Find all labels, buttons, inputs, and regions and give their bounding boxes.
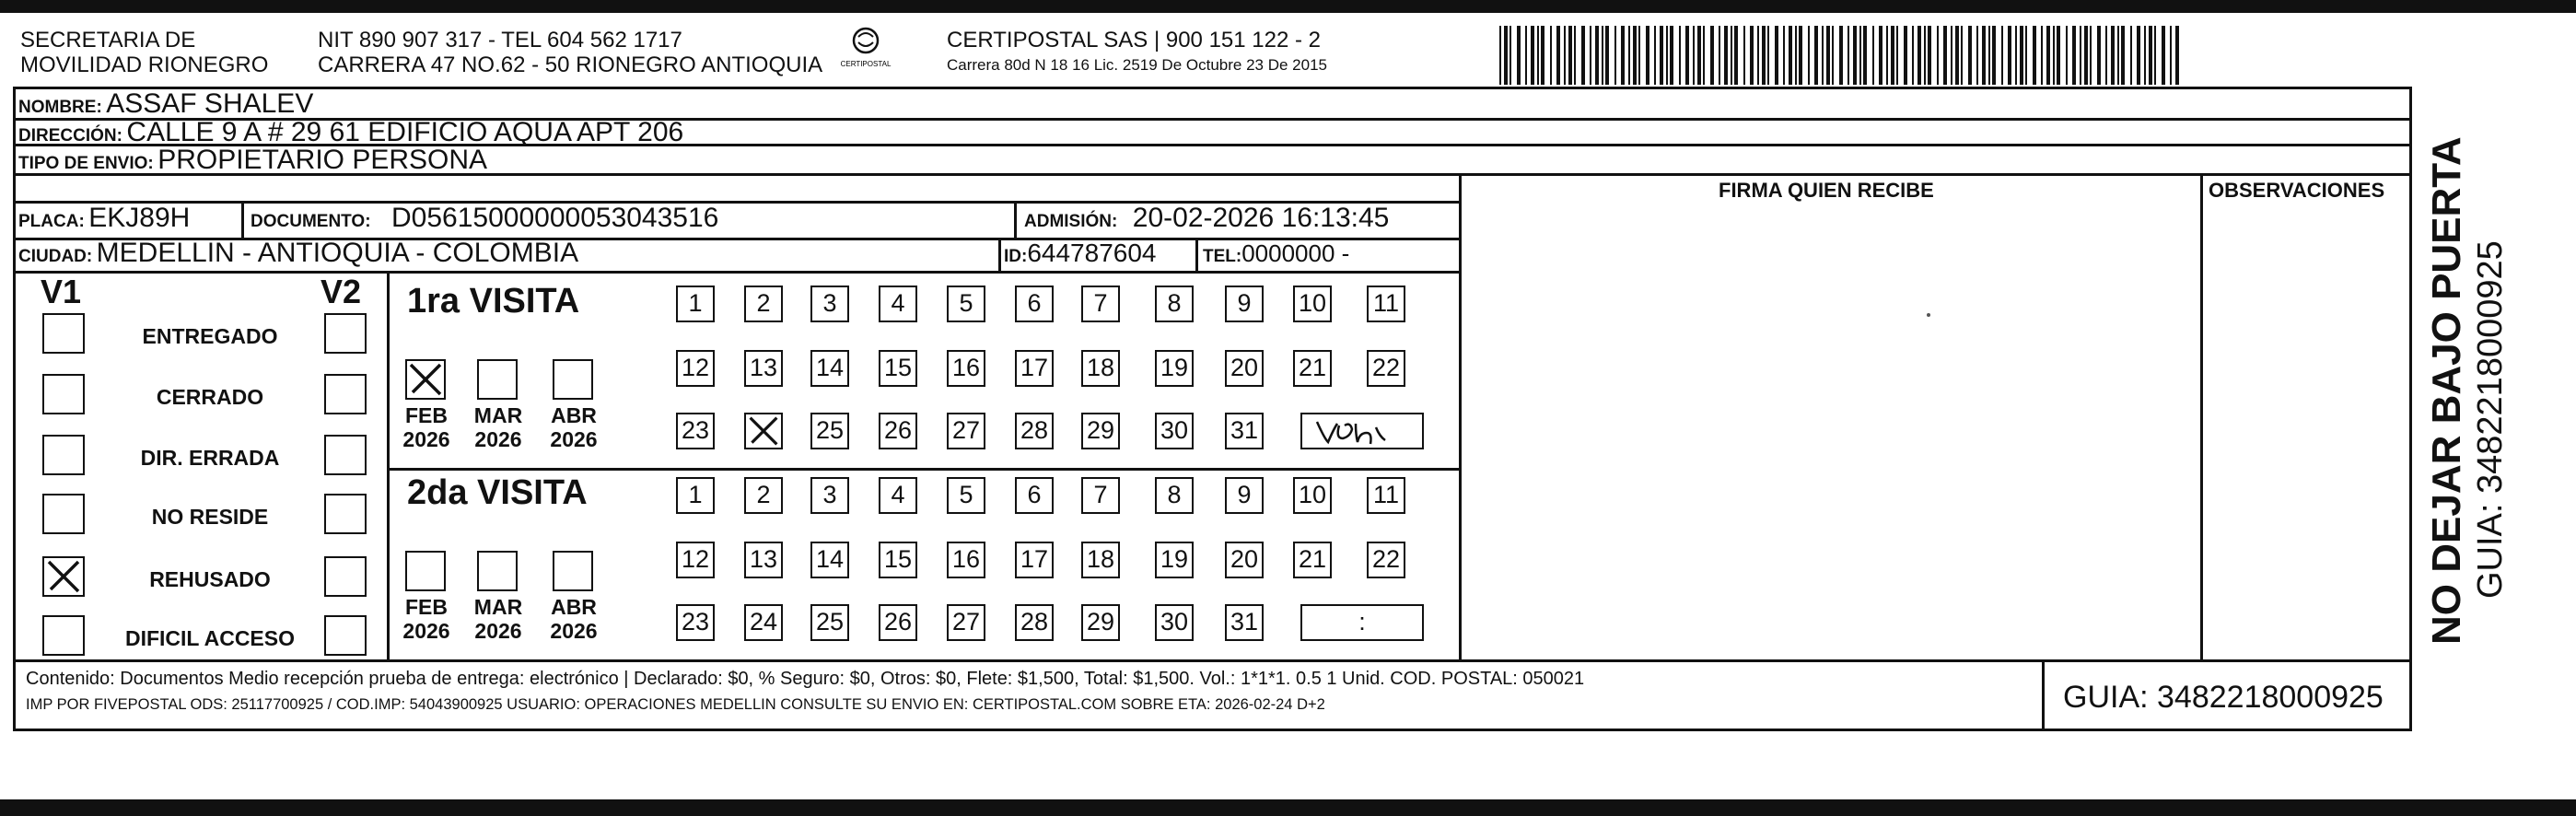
- second-visit-day-30[interactable]: 30: [1155, 604, 1194, 641]
- bottom-scan-border: [0, 799, 2576, 816]
- placa-row: PLACA: EKJ89H: [18, 203, 191, 233]
- first-visit-month-checkbox[interactable]: [553, 359, 593, 400]
- barcode-bar: [2170, 26, 2172, 85]
- second-visit-day-8[interactable]: 8: [1155, 477, 1194, 514]
- barcode-bar: [1826, 26, 1830, 85]
- barcode-bar: [1679, 26, 1681, 85]
- barcode-bar: [1504, 26, 1508, 85]
- barcode-bar: [2130, 26, 2132, 85]
- second-visit-day-19[interactable]: 19: [1155, 542, 1194, 578]
- first-visit-day-25[interactable]: 25: [810, 413, 849, 449]
- tipo-row: TIPO DE ENVIO: PROPIETARIO PERSONA: [18, 145, 488, 175]
- second-visit-day-17[interactable]: 17: [1015, 542, 1054, 578]
- barcode-bar: [2154, 26, 2156, 85]
- first-visit-day-27[interactable]: 27: [947, 413, 985, 449]
- status-label: ENTREGADO: [142, 324, 278, 348]
- v2-checkbox[interactable]: [324, 313, 367, 354]
- second-visit-day-18[interactable]: 18: [1081, 542, 1120, 578]
- barcode-bar: [1638, 26, 1640, 85]
- v1-checkbox[interactable]: [42, 556, 85, 597]
- firma-header: FIRMA QUIEN RECIBE: [1719, 179, 1934, 202]
- footer-content-line: Contenido: Documentos Medio recepción prueba de entrega: electrónico | Declarado: $0, % Seguro: $0, Otros: $0, Flete: $1,500, Total: $1,500. Vol.: 1*1*1. 0.5 1 Unid. COD. POSTAL: 050021: [26, 669, 1585, 689]
- barcode-bar: [1590, 26, 1591, 85]
- second-visit-month-label: ABR 2026: [550, 595, 598, 643]
- first-visit-day-29[interactable]: 29: [1081, 413, 1120, 449]
- first-visit-day-5[interactable]: 5: [947, 286, 985, 322]
- barcode-bar: [1731, 26, 1732, 85]
- barcode-bar: [1537, 26, 1539, 85]
- placa-value: EKJ89H: [88, 203, 191, 233]
- v1-checkbox[interactable]: [42, 435, 85, 475]
- second-visit-day-29[interactable]: 29: [1081, 604, 1120, 641]
- barcode-bar: [1666, 26, 1668, 85]
- barcode-bar: [1799, 26, 1802, 85]
- first-visit-day-9[interactable]: 9: [1225, 286, 1264, 322]
- first-visit-day-30[interactable]: 30: [1155, 413, 1194, 449]
- barcode-bar: [1628, 26, 1630, 85]
- v1-checkbox[interactable]: [42, 313, 85, 354]
- first-visit-day-10[interactable]: 10: [1293, 286, 1332, 322]
- side-guia-number: GUIA: 3482218000925: [2471, 240, 2510, 599]
- second-visit-day-31[interactable]: 31: [1225, 604, 1264, 641]
- id-value: 644787604: [1027, 239, 1157, 267]
- status-label: NO RESIDE: [151, 505, 269, 529]
- first-visit-day-6[interactable]: 6: [1015, 286, 1054, 322]
- first-visit-day-1[interactable]: 1: [676, 286, 715, 322]
- first-visit-month-label: FEB 2026: [402, 403, 450, 451]
- barcode-bar: [1775, 26, 1778, 85]
- nombre-row: NOMBRE: ASSAF SHALEV: [18, 88, 314, 119]
- barcode-bar: [1614, 26, 1616, 85]
- first-visit-day-28[interactable]: 28: [1015, 413, 1054, 449]
- barcode-bar: [1795, 26, 1797, 85]
- first-visit-month-label: ABR 2026: [550, 403, 598, 451]
- barcode-bar: [1525, 26, 1527, 85]
- second-visit-month-checkbox[interactable]: [553, 551, 593, 591]
- tel-value: 0000000 -: [1241, 239, 1350, 267]
- barcode-bar: [1602, 26, 1603, 85]
- second-visit-day-11[interactable]: 11: [1367, 477, 1405, 514]
- barcode-bar: [2001, 26, 2003, 85]
- barcode-bar: [1581, 26, 1585, 85]
- first-visit-day-31[interactable]: 31: [1225, 413, 1264, 449]
- first-visit-day-26[interactable]: 26: [879, 413, 917, 449]
- no-dejar-bajo-puerta: NO DEJAR BAJO PUERTA: [2424, 136, 2469, 645]
- second-visit-month-label: FEB 2026: [402, 595, 450, 643]
- admision-value: 20-02-2026 16:13:45: [1132, 203, 1390, 233]
- second-visit-day-28[interactable]: 28: [1015, 604, 1054, 641]
- v1-header: V1: [41, 273, 82, 310]
- barcode-bar: [1904, 26, 1907, 85]
- first-visit-day-3[interactable]: 3: [810, 286, 849, 322]
- barcode-bar: [1814, 26, 1818, 85]
- barcode-bar: [1937, 26, 1939, 85]
- barcode-bar: [2090, 26, 2092, 85]
- barcode-bar: [1568, 26, 1572, 85]
- id-row: ID:644787604: [1004, 239, 1157, 267]
- first-visit-day-13[interactable]: 13: [744, 350, 783, 387]
- first-visit-month-checkbox[interactable]: [477, 359, 518, 400]
- second-visit-day-25[interactable]: 25: [810, 604, 849, 641]
- documento-value: D05615000000053043516: [391, 203, 719, 233]
- second-visit-day-7[interactable]: 7: [1081, 477, 1120, 514]
- side-notice: [2424, 120, 2525, 645]
- barcode-bar: [1886, 26, 1888, 85]
- barcode-bar: [1859, 26, 1861, 85]
- barcode-bar: [2080, 26, 2081, 85]
- tel-row: TEL:0000000 -: [1203, 239, 1350, 267]
- first-visit-day-8[interactable]: 8: [1155, 286, 1194, 322]
- first-visit-day-15[interactable]: 15: [879, 350, 917, 387]
- v1-checkbox[interactable]: [42, 374, 85, 414]
- barcode-bar: [1783, 26, 1785, 85]
- second-visit-day-9[interactable]: 9: [1225, 477, 1264, 514]
- barcode-bar: [1605, 26, 1609, 85]
- first-visit-day-19[interactable]: 19: [1155, 350, 1194, 387]
- barcode-bar: [1517, 26, 1521, 85]
- barcode-bar: [1928, 26, 1931, 85]
- barcode-bar: [1847, 26, 1849, 85]
- barcode-bar: [1646, 26, 1649, 85]
- barcode-bar: [2149, 26, 2152, 85]
- barcode-bar: [1832, 26, 1834, 85]
- second-visit-day-1[interactable]: 1: [676, 477, 715, 514]
- barcode-bar: [2057, 26, 2060, 85]
- barcode-bar: [1531, 26, 1534, 85]
- barcode-bar: [1654, 26, 1656, 85]
- barcode-bar: [1556, 26, 1560, 85]
- barcode-bar: [1564, 26, 1566, 85]
- barcode-bar: [2084, 26, 2088, 85]
- barcode-bar: [1697, 26, 1701, 85]
- direccion-value: CALLE 9 A # 29 61 EDIFICIO AQUA APT 206: [126, 117, 684, 147]
- barcode-bar: [1757, 26, 1759, 85]
- second-visit-day-13[interactable]: 13: [744, 542, 783, 578]
- barcode-bar: [2121, 26, 2125, 85]
- second-visit-day-5[interactable]: 5: [947, 477, 985, 514]
- barcode-bar: [1808, 26, 1810, 85]
- second-visit-day-26[interactable]: 26: [879, 604, 917, 641]
- barcode-bar: [1789, 26, 1792, 85]
- first-visit-day-12[interactable]: 12: [676, 350, 715, 387]
- direccion-row: DIRECCIÓN: CALLE 9 A # 29 61 EDIFICIO AQUA APT 206: [18, 117, 684, 147]
- second-visit-day-6[interactable]: 6: [1015, 477, 1054, 514]
- barcode-bar: [2025, 26, 2027, 85]
- barcode-bar: [1872, 26, 1874, 85]
- sender-name: SECRETARIA DE MOVILIDAD RIONEGRO: [20, 28, 269, 77]
- first-visit-day-11[interactable]: 11: [1367, 286, 1405, 322]
- v1-checkbox[interactable]: [42, 494, 85, 534]
- barcode-bar: [1961, 26, 1963, 85]
- barcode-bar: [1839, 26, 1843, 85]
- sender-contact: NIT 890 907 317 - TEL 604 562 1717 CARRERA 47 NO.62 - 50 RIONEGRO ANTIOQUIA: [318, 28, 823, 77]
- second-visit-day-22[interactable]: 22: [1367, 542, 1405, 578]
- barcode-bar: [2117, 26, 2119, 85]
- top-scan-border: [0, 0, 2576, 13]
- barcode-bar: [1968, 26, 1972, 85]
- second-visit-day-2[interactable]: 2: [744, 477, 783, 514]
- barcode-bar: [2111, 26, 2115, 85]
- barcode-bar: [2033, 26, 2036, 85]
- barcode-bar: [1724, 26, 1728, 85]
- barcode-bar: [1541, 26, 1544, 85]
- barcode-bar: [1924, 26, 1926, 85]
- barcode-bar: [2015, 26, 2017, 85]
- barcode-bar: [1912, 26, 1914, 85]
- first-visit-day-22[interactable]: 22: [1367, 350, 1405, 387]
- barcode-bar: [2053, 26, 2055, 85]
- second-visit-day-24[interactable]: 24: [744, 604, 783, 641]
- barcode-bar: [1743, 26, 1745, 85]
- courier-info: CERTIPOSTAL SAS | 900 151 122 - 2 Carrera 80d N 18 16 Lic. 2519 De Octubre 23 De 2015: [947, 28, 1327, 74]
- v2-header: V2: [321, 273, 362, 310]
- v2-checkbox[interactable]: [324, 494, 367, 534]
- first-visit-time-cell[interactable]: [1300, 413, 1424, 449]
- observaciones-header: OBSERVACIONES: [2209, 179, 2385, 202]
- status-label: DIFICIL ACCESO: [124, 626, 295, 650]
- second-visit-day-10[interactable]: 10: [1293, 477, 1332, 514]
- barcode-bar: [2162, 26, 2165, 85]
- barcode-bar: [1670, 26, 1673, 85]
- first-visit-month-label: MAR 2026: [473, 403, 523, 451]
- barcode-bar: [1955, 26, 1959, 85]
- barcode: [1499, 26, 2183, 85]
- barcode-bar: [1767, 26, 1769, 85]
- barcode-bar: [1951, 26, 1952, 85]
- documento-row: DOCUMENTO: D05615000000053043516: [251, 203, 719, 233]
- barcode-bar: [1750, 26, 1754, 85]
- first-visit-day-24[interactable]: [744, 413, 783, 449]
- second-visit-day-20[interactable]: 20: [1225, 542, 1264, 578]
- barcode-bar: [2144, 26, 2146, 85]
- status-label: CERRADO: [156, 385, 264, 409]
- v2-checkbox[interactable]: [324, 556, 367, 597]
- footer-guia-number: GUIA: 3482218000925: [2063, 680, 2384, 715]
- barcode-bar: [2175, 26, 2179, 85]
- first-visit-day-7[interactable]: 7: [1081, 286, 1120, 322]
- barcode-bar: [1703, 26, 1705, 85]
- barcode-bar: [1734, 26, 1738, 85]
- barcode-bar: [1660, 26, 1663, 85]
- svg-text:CERTIPOSTAL: CERTIPOSTAL: [840, 60, 892, 68]
- second-visit-month-checkbox[interactable]: [405, 551, 446, 591]
- ciudad-value: MEDELLIN - ANTIOQUIA - COLOMBIA: [96, 238, 579, 268]
- second-visit-month-checkbox[interactable]: [477, 551, 518, 591]
- first-visit-day-2[interactable]: 2: [744, 286, 783, 322]
- admision-row: ADMISIÓN: 20-02-2026 16:13:45: [1024, 203, 1390, 233]
- first-visit-day-23[interactable]: 23: [676, 413, 715, 449]
- first-visit-day-18[interactable]: 18: [1081, 350, 1120, 387]
- barcode-bar: [2020, 26, 2023, 85]
- barcode-bar: [1685, 26, 1689, 85]
- second-visit-day-21[interactable]: 21: [1293, 542, 1332, 578]
- footer-print-line: IMP POR FIVEPOSTAL ODS: 25117700925 / COD.IMP: 54043900925 USUARIO: OPERACIONES MEDELLIN CONSULTE SU ENVIO EN: CERTIPOSTAL.COM SOBRE ETA: 2026-02-24 D+2: [26, 696, 1325, 713]
- barcode-bar: [1976, 26, 1978, 85]
- status-label: REHUSADO: [149, 567, 271, 591]
- barcode-bar: [1762, 26, 1766, 85]
- barcode-bar: [1992, 26, 1996, 85]
- first-visit-day-20[interactable]: 20: [1225, 350, 1264, 387]
- first-visit-day-4[interactable]: 4: [879, 286, 917, 322]
- barcode-bar: [1710, 26, 1714, 85]
- nombre-value: ASSAF SHALEV: [106, 88, 314, 119]
- second-visit-day-27[interactable]: 27: [947, 604, 985, 641]
- second-visit-month-label: MAR 2026: [473, 595, 523, 643]
- barcode-bar: [2066, 26, 2068, 85]
- barcode-bar: [1896, 26, 1898, 85]
- barcode-bar: [1943, 26, 1947, 85]
- first-visit-day-17[interactable]: 17: [1015, 350, 1054, 387]
- tipo-value: PROPIETARIO PERSONA: [157, 145, 488, 175]
- barcode-bar: [1879, 26, 1882, 85]
- barcode-bar: [1633, 26, 1637, 85]
- v2-checkbox[interactable]: [324, 374, 367, 414]
- second-visit-day-14[interactable]: 14: [810, 542, 849, 578]
- v2-checkbox[interactable]: [324, 435, 367, 475]
- barcode-bar: [1595, 26, 1599, 85]
- second-visit-day-16[interactable]: 16: [947, 542, 985, 578]
- certipostal-logo: [829, 26, 903, 74]
- second-visit-day-23[interactable]: 23: [676, 604, 715, 641]
- barcode-bar: [1988, 26, 1990, 85]
- barcode-bar: [2097, 26, 2101, 85]
- barcode-bar: [1621, 26, 1625, 85]
- second-visit-time-cell[interactable]: :: [1300, 604, 1424, 641]
- barcode-bar: [2008, 26, 2011, 85]
- second-visit-day-4[interactable]: 4: [879, 477, 917, 514]
- barcode-bar: [1499, 26, 1501, 85]
- second-visit-day-3[interactable]: 3: [810, 477, 849, 514]
- barcode-bar: [1719, 26, 1720, 85]
- first-visit-month-checkbox[interactable]: [405, 359, 446, 400]
- first-visit-day-16[interactable]: 16: [947, 350, 985, 387]
- barcode-bar: [1853, 26, 1857, 85]
- barcode-bar: [1693, 26, 1695, 85]
- barcode-bar: [2072, 26, 2076, 85]
- first-visit-day-21[interactable]: 21: [1293, 350, 1332, 387]
- v2-checkbox[interactable]: [324, 615, 367, 656]
- scan-speck: [1927, 313, 1930, 317]
- form-frame: [13, 87, 2412, 731]
- barcode-bar: [1863, 26, 1867, 85]
- first-visit-day-14[interactable]: 14: [810, 350, 849, 387]
- barcode-bar: [1574, 26, 1576, 85]
- barcode-bar: [2041, 26, 2043, 85]
- status-label: DIR. ERRADA: [140, 446, 280, 470]
- barcode-bar: [2105, 26, 2107, 85]
- barcode-bar: [1509, 26, 1511, 85]
- barcode-bar: [1917, 26, 1921, 85]
- barcode-bar: [2046, 26, 2050, 85]
- v1-checkbox[interactable]: [42, 615, 85, 656]
- barcode-bar: [1822, 26, 1824, 85]
- second-visit-title: 2da VISITA: [407, 473, 588, 512]
- barcode-bar: [1982, 26, 1986, 85]
- ciudad-row: CIUDAD: MEDELLIN - ANTIOQUIA - COLOMBIA: [18, 238, 579, 268]
- second-visit-day-15[interactable]: 15: [879, 542, 917, 578]
- barcode-bar: [1550, 26, 1552, 85]
- barcode-bar: [2137, 26, 2140, 85]
- second-visit-day-12[interactable]: 12: [676, 542, 715, 578]
- first-visit-title: 1ra VISITA: [407, 282, 580, 321]
- barcode-bar: [1891, 26, 1894, 85]
